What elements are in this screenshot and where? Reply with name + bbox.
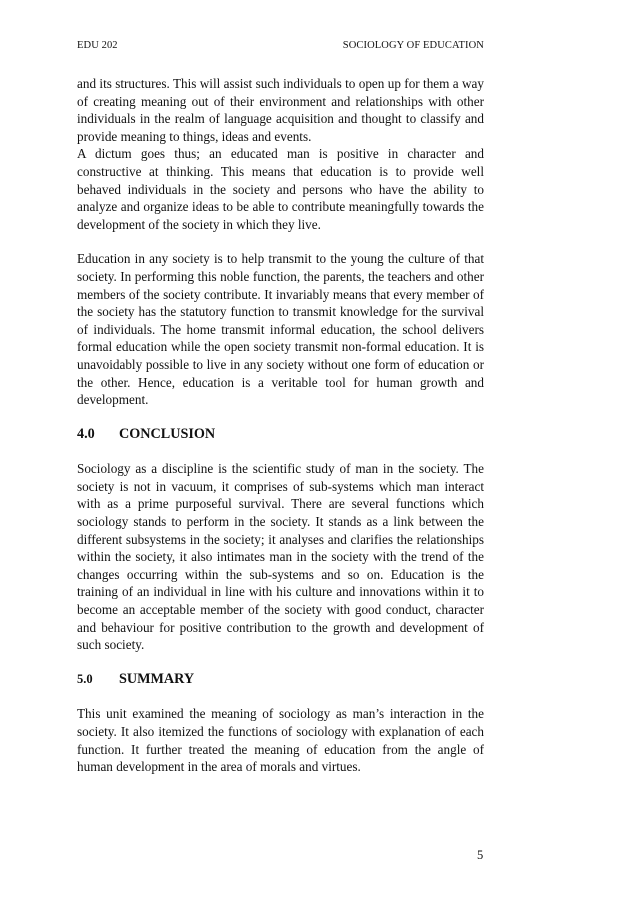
body-paragraph: and its structures. This will assist such individuals to open up for them a way of creating meaning out of their environment and relationships with other individuals in the realm of language acquisition and thought to classify and provide meaning to things, ideas and events.: [77, 76, 484, 144]
running-header: [77, 40, 484, 51]
body-paragraph: Education in any society is to help transmit to the young the culture of that society. In performing this noble function, the parents, the teachers and other members of the society contribute. It invariably means that every member of the society has the statutory function to transmit knowledge for the survival of individuals. The home transmit informal education, the school delivers formal education while the open society transmit non-formal education. It is unavoidably possible to live in any society without one form of education or the other. Hence, education is a veritable tool for human growth and development.: [77, 251, 484, 408]
course-title: SOCIOLOGY OF EDUCATION: [342, 40, 484, 51]
section-number: 5.0: [77, 671, 93, 686]
summary-text: This unit examined the meaning of sociology as man’s interaction in the society. It also itemized the functions of sociology with explanation of each function. It further treated the meaning of education from the angle of human development in the area of morals and virtues.: [77, 706, 484, 775]
section-title: CONCLUSION: [119, 425, 216, 442]
page-body: [77, 75, 484, 776]
section-heading-conclusion: [77, 426, 484, 444]
conclusion-text: Sociology as a discipline is the scientific study of man in the society. The society is not in vacuum, it comprises of sub-systems which man interact with as a prime purposeful survival. There are several functions which sociology stands to perform in the society. It stands as a link between the different subsystems in the society; it analyses and clarifies the relationships within the society, it also intimates man in the society with the trend of the changes occurring within the sub-systems and so on. Education is the training of an individual in line with his culture and innovations within it to become an acceptable member of the society with good conduct, character and behaviour for positive contribution to the growth and development of such society.: [77, 461, 484, 653]
section-heading-summary: [77, 671, 484, 689]
course-code: EDU 202: [77, 40, 118, 51]
section-title: SUMMARY: [119, 670, 195, 687]
body-paragraph: A dictum goes thus; an educated man is positive in character and constructive at thinking. This means that education is to provide well behaved individuals in the society and persons who have the ability to analyze and organize ideas to be able to contribute meaningfully towards the development of the society in which they live.: [77, 146, 484, 232]
page-number: 5: [477, 848, 484, 862]
section-number: 4.0: [77, 425, 95, 442]
